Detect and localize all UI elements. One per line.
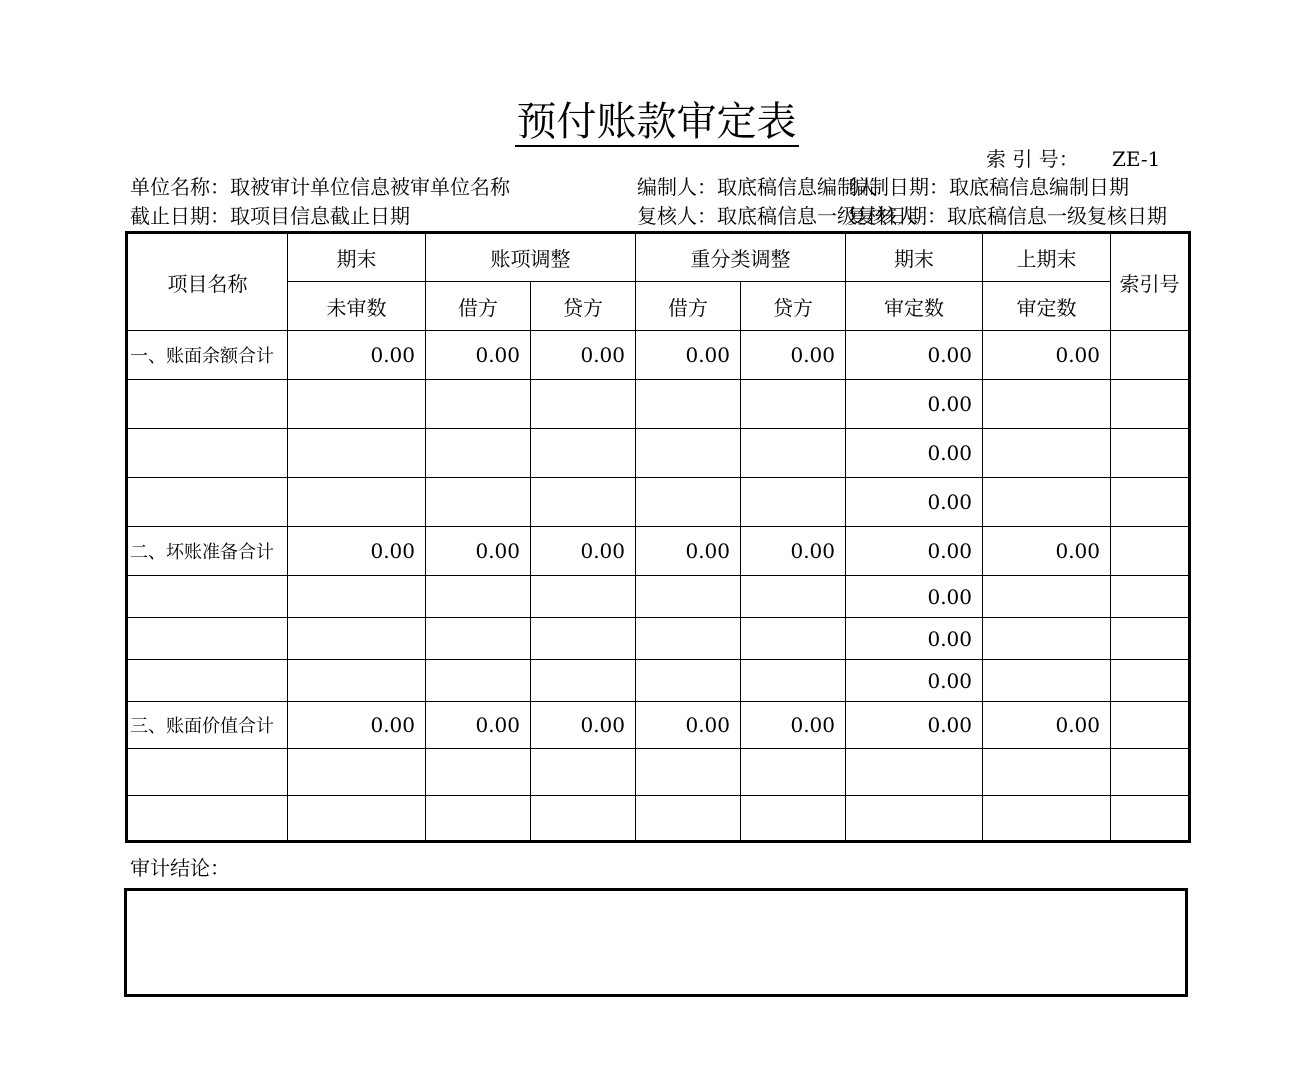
index-value: ZE-1 [1112, 147, 1161, 171]
header-prev-period-end: 上期末 [983, 233, 1111, 282]
table-row [127, 331, 1190, 380]
row-adj-credit [531, 576, 636, 618]
row-index [1111, 331, 1190, 380]
table-row [127, 429, 1190, 478]
row-rc-credit [741, 749, 846, 796]
row-adj-credit [531, 380, 636, 429]
row-audited [846, 796, 983, 842]
row-rc-credit [741, 796, 846, 842]
header-audited: 审定数 [846, 282, 983, 331]
prepare-date: 编制日期：取底稿信息编制日期 [849, 175, 1129, 199]
table-row [127, 702, 1190, 749]
header-row-1 [127, 233, 1190, 282]
header-item-name: 项目名称 [127, 233, 288, 331]
header-reclass-debit: 借方 [636, 282, 741, 331]
table-row [127, 478, 1190, 527]
row-index [1111, 380, 1190, 429]
row-name [127, 380, 288, 429]
row-rc-debit: 0.00 [636, 702, 741, 749]
row-rc-credit [741, 380, 846, 429]
page-title [0, 96, 1313, 148]
row-unaudited: 0.00 [288, 331, 426, 380]
row-index [1111, 749, 1190, 796]
row-rc-credit [741, 576, 846, 618]
row-adj-credit [531, 796, 636, 842]
conclusion-label: 审计结论： [130, 856, 230, 880]
row-name [127, 660, 288, 702]
row-adj-debit: 0.00 [426, 702, 531, 749]
row-rc-debit [636, 576, 741, 618]
row-prev [983, 749, 1111, 796]
row-adj-debit [426, 749, 531, 796]
row-adj-debit [426, 660, 531, 702]
row-audited: 0.00 [846, 478, 983, 527]
row-unaudited [288, 429, 426, 478]
row-name [127, 749, 288, 796]
row-rc-credit: 0.00 [741, 331, 846, 380]
row-adj-debit [426, 380, 531, 429]
row-name [127, 429, 288, 478]
row-rc-debit [636, 478, 741, 527]
row-prev [983, 429, 1111, 478]
row-name [127, 576, 288, 618]
header-prev-audited: 审定数 [983, 282, 1111, 331]
row-rc-credit [741, 660, 846, 702]
row-audited: 0.00 [846, 429, 983, 478]
row-adj-debit [426, 618, 531, 660]
row-adj-debit [426, 796, 531, 842]
header-adjustment: 账项调整 [426, 233, 636, 282]
row-adj-debit: 0.00 [426, 527, 531, 576]
page-title-text: 预付账款审定表 [516, 99, 797, 145]
row-audited: 0.00 [846, 380, 983, 429]
row-unaudited: 0.00 [288, 702, 426, 749]
row-prev [983, 660, 1111, 702]
row-index [1111, 478, 1190, 527]
row-prev: 0.00 [983, 527, 1111, 576]
row-unaudited [288, 478, 426, 527]
cutoff-date: 截止日期：取项目信息截止日期 [130, 204, 410, 228]
row-adj-credit: 0.00 [531, 527, 636, 576]
row-adj-debit [426, 478, 531, 527]
row-adj-credit [531, 478, 636, 527]
row-unaudited [288, 660, 426, 702]
row-adj-credit: 0.00 [531, 331, 636, 380]
row-adj-credit [531, 660, 636, 702]
row-audited: 0.00 [846, 702, 983, 749]
row-name [127, 618, 288, 660]
header-adj-debit: 借方 [426, 282, 531, 331]
audit-table [125, 231, 1191, 843]
row-index [1111, 618, 1190, 660]
row-index [1111, 702, 1190, 749]
header-adj-credit: 贷方 [531, 282, 636, 331]
row-adj-debit [426, 576, 531, 618]
row-name: 一、账面余额合计 [127, 331, 288, 380]
reviewer: 复核人：取底稿信息一级复核人 [637, 204, 917, 228]
row-index [1111, 527, 1190, 576]
row-rc-debit [636, 618, 741, 660]
row-adj-debit [426, 429, 531, 478]
table-row [127, 380, 1190, 429]
row-audited [846, 749, 983, 796]
row-prev [983, 380, 1111, 429]
table-row [127, 618, 1190, 660]
row-prev [983, 796, 1111, 842]
row-prev [983, 576, 1111, 618]
row-audited: 0.00 [846, 331, 983, 380]
row-rc-debit [636, 749, 741, 796]
row-adj-credit [531, 429, 636, 478]
row-rc-credit [741, 618, 846, 660]
header-index-no: 索引号 [1111, 233, 1190, 331]
row-rc-debit: 0.00 [636, 527, 741, 576]
row-prev: 0.00 [983, 702, 1111, 749]
row-rc-credit [741, 429, 846, 478]
row-rc-debit [636, 380, 741, 429]
index-label: 索 引 号： [986, 147, 1079, 171]
row-adj-debit: 0.00 [426, 331, 531, 380]
row-name [127, 478, 288, 527]
table-row [127, 660, 1190, 702]
row-unaudited [288, 749, 426, 796]
preparer: 编制人：取底稿信息编制人 [637, 175, 877, 199]
header-period-end-2: 期末 [846, 233, 983, 282]
row-prev [983, 478, 1111, 527]
row-audited: 0.00 [846, 576, 983, 618]
header-unaudited: 未审数 [288, 282, 426, 331]
row-rc-credit: 0.00 [741, 527, 846, 576]
row-unaudited [288, 380, 426, 429]
header-period-end: 期末 [288, 233, 426, 282]
row-index [1111, 429, 1190, 478]
row-rc-credit: 0.00 [741, 702, 846, 749]
row-unaudited [288, 576, 426, 618]
row-prev: 0.00 [983, 331, 1111, 380]
row-adj-credit: 0.00 [531, 702, 636, 749]
conclusion-box[interactable] [124, 888, 1188, 997]
row-adj-credit [531, 749, 636, 796]
row-unaudited [288, 796, 426, 842]
row-rc-debit [636, 796, 741, 842]
table-row [127, 749, 1190, 796]
row-unaudited [288, 618, 426, 660]
row-rc-debit: 0.00 [636, 331, 741, 380]
row-index [1111, 796, 1190, 842]
row-prev [983, 618, 1111, 660]
row-audited: 0.00 [846, 660, 983, 702]
review-date: 复核日期：取底稿信息一级复核日期 [847, 204, 1167, 228]
row-rc-credit [741, 478, 846, 527]
row-audited: 0.00 [846, 618, 983, 660]
row-unaudited: 0.00 [288, 527, 426, 576]
row-rc-debit [636, 429, 741, 478]
row-name: 三、账面价值合计 [127, 702, 288, 749]
header-reclass-credit: 贷方 [741, 282, 846, 331]
row-index [1111, 576, 1190, 618]
row-audited: 0.00 [846, 527, 983, 576]
header-reclass: 重分类调整 [636, 233, 846, 282]
row-index [1111, 660, 1190, 702]
unit-name: 单位名称：取被审计单位信息被审单位名称 [130, 175, 510, 199]
row-adj-credit [531, 618, 636, 660]
table-row [127, 796, 1190, 842]
table-row [127, 576, 1190, 618]
row-rc-debit [636, 660, 741, 702]
row-name [127, 796, 288, 842]
table-row [127, 527, 1190, 576]
row-name: 二、坏账准备合计 [127, 527, 288, 576]
